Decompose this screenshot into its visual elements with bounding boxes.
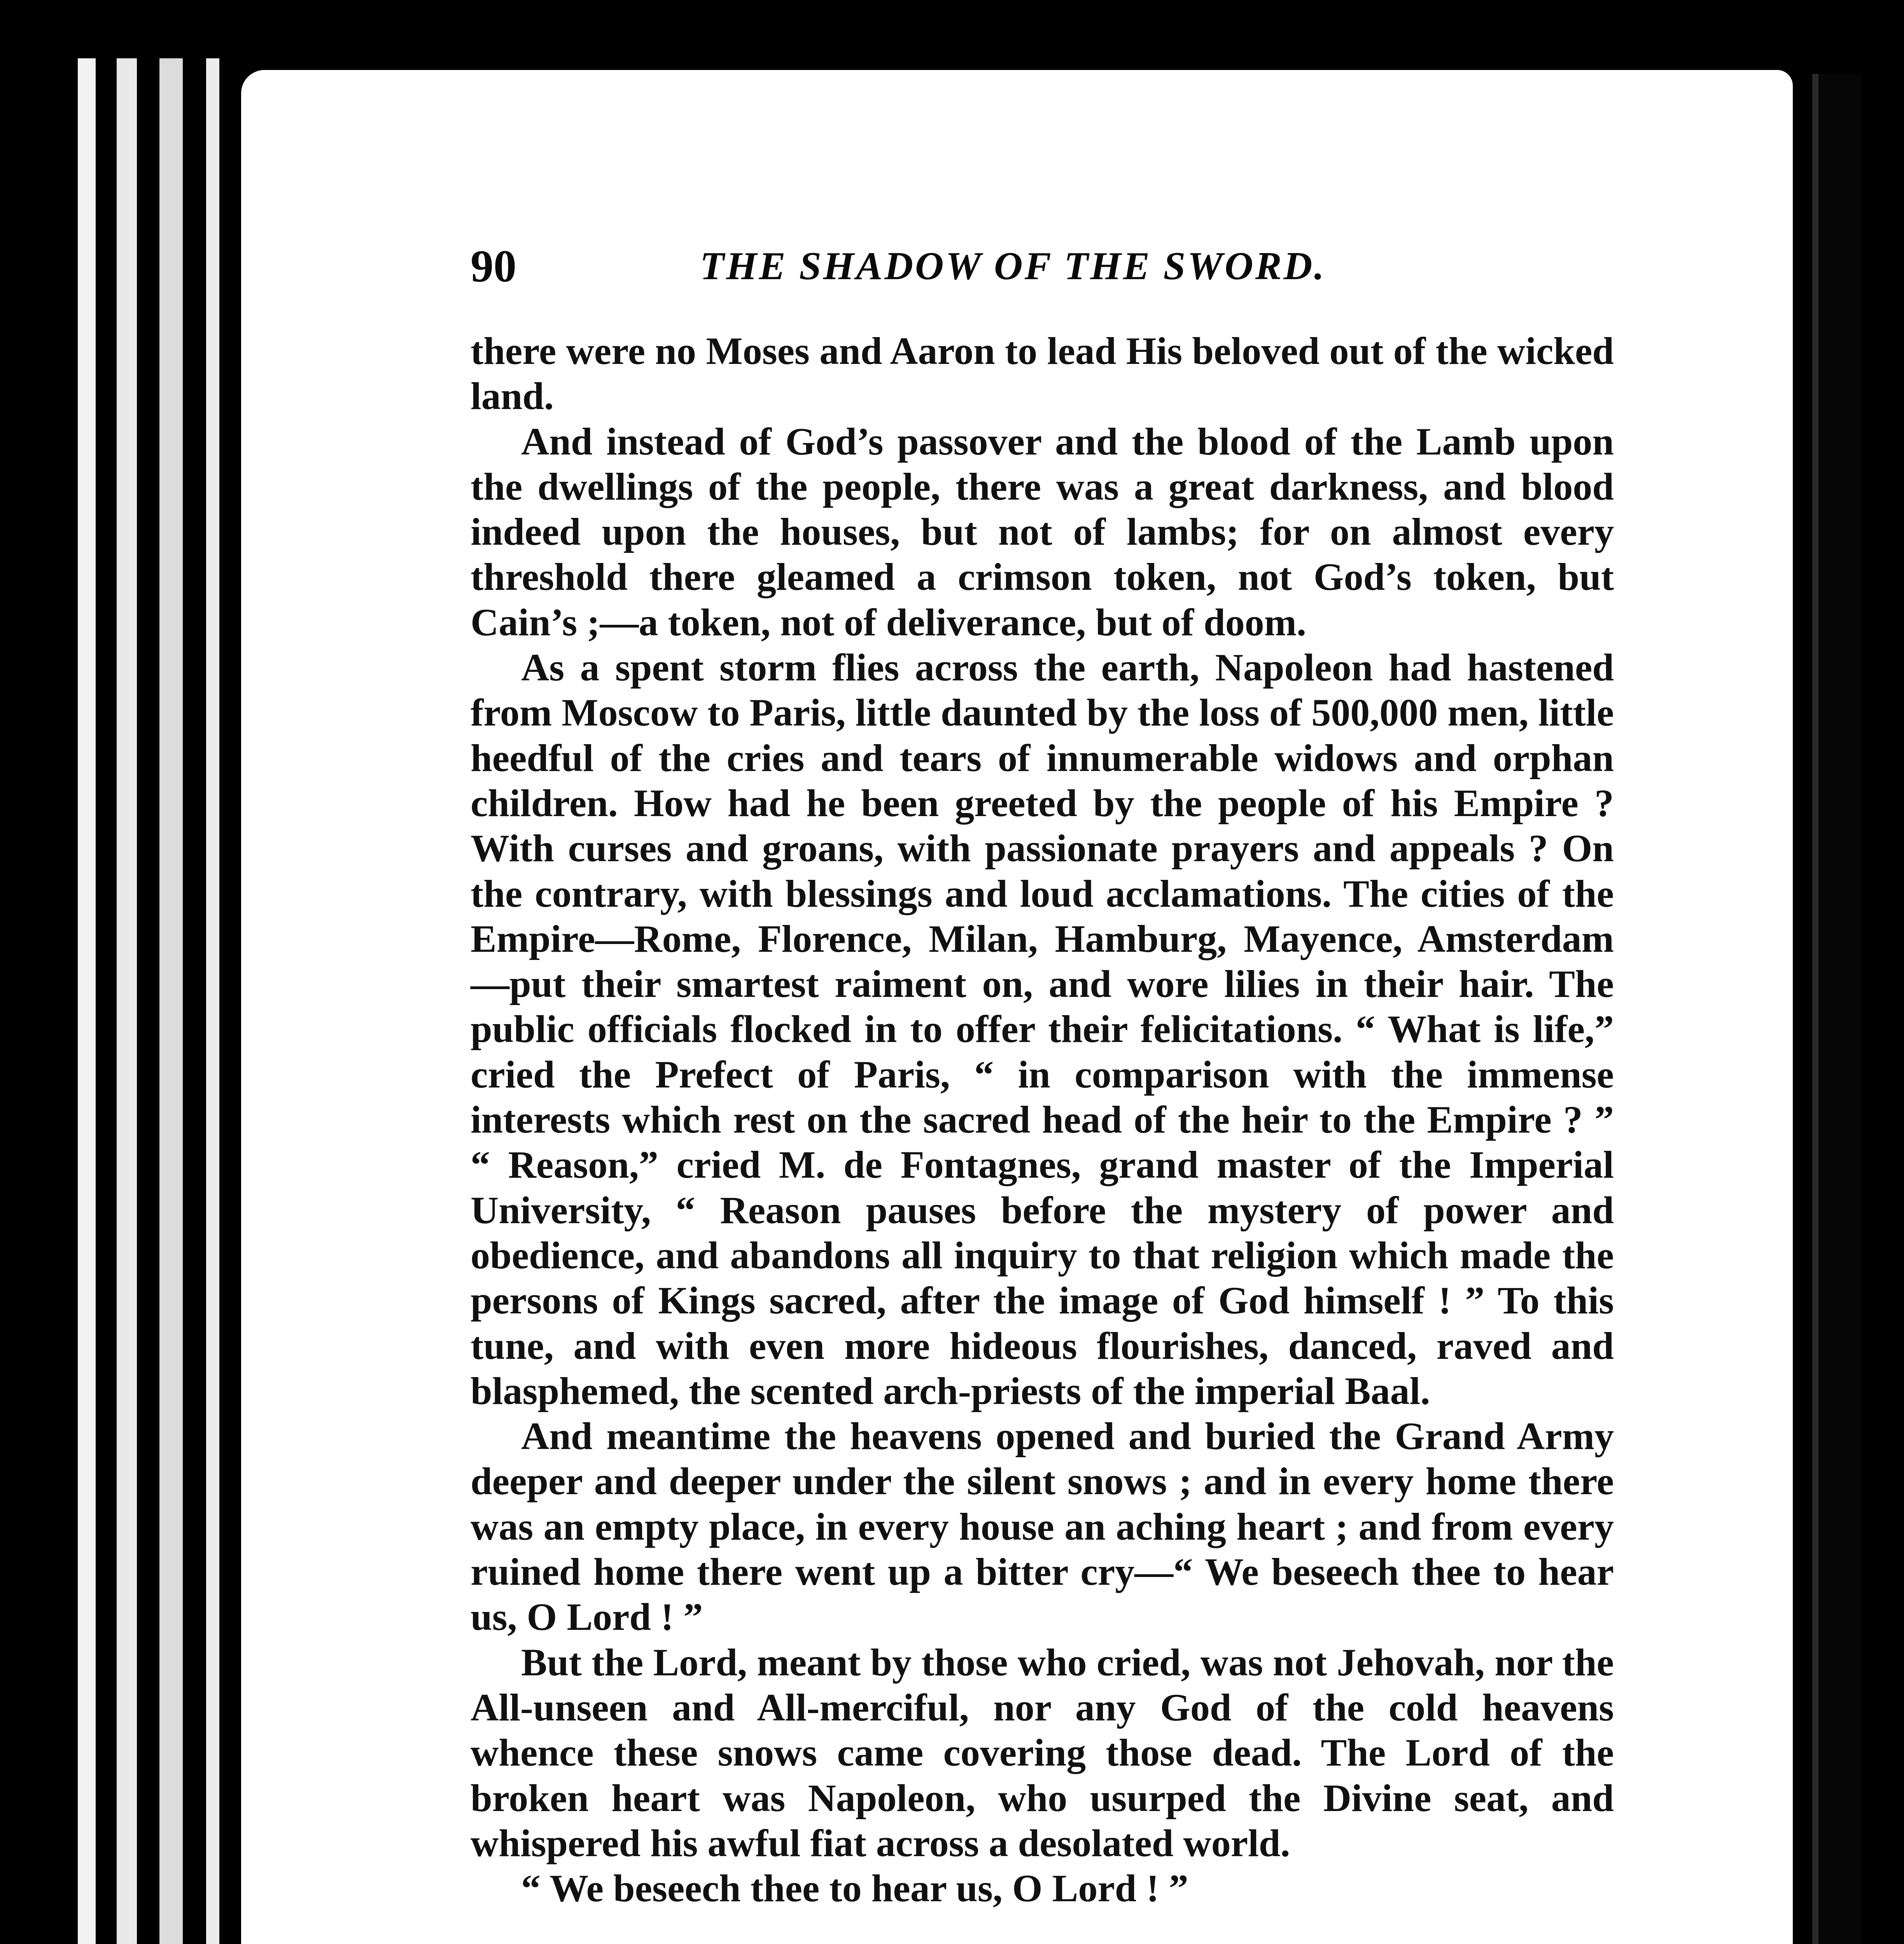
binding-strip [159, 58, 183, 1944]
binding-strip [117, 58, 137, 1944]
page-edge [1812, 74, 1861, 1944]
paragraph: there were no Moses and Aaron to lead His beloved out of the wicked land. [471, 329, 1614, 418]
paragraph: As a spent storm flies across the earth, Napoleon had hastened from Moscow to Paris, little daunted by the loss of 500,000 men, little heedful of the cries and tears of innumerable widows and orphan children. How had he been greeted by the people of his Empire ? With curses and groans, with passionate prayers and appeals ? On the contrary, with blessings and loud acclamations. The cities of the Empire—Rome, Florence, Milan, Hamburg, Mayence, Amsterdam—put their smartest raiment on, and wore lilies in their hair. The public officials flocked in to offer their felicitations. “ What is life,” cried the Prefect of Paris, “ in comparison with the immense interests which rest on the sacred head of the heir to the Empire ? ” “ Reason,” cried M. de Fontagnes, grand master of the Imperial University, “ Reason pauses before the mystery of power and obedience, and abandons all inquiry to that religion which made the persons of Kings sacred, after the image of God himself ! ” To this tune, and with even more hideous flourishes, danced, raved and blasphemed, the scented arch-priests of the imperial Baal. [471, 646, 1614, 1413]
page-header [471, 237, 1614, 295]
running-head: THE SHADOW OF THE SWORD. [700, 244, 1326, 288]
body-text [471, 329, 1614, 1911]
paragraph: “ We beseech thee to hear us, O Lord ! ” [521, 1867, 1188, 1910]
paragraph: And meantime the heavens opened and buried the Grand Army deeper and deeper under the silent snows ; and in every home there was an empty place, in every house an aching heart ; and from every ruined home there went up a bitter cry—“ We beseech thee to hear us, O Lord ! ” [471, 1414, 1614, 1639]
binding-strip [206, 58, 219, 1944]
paragraph: But the Lord, meant by those who cried, was not Jehovah, nor the All-unseen and All-merciful, nor any God of the cold heavens whence these snows came covering those dead. The Lord of the broken heart was Napoleon, who usurped the Divine seat, and whispered his awful fiat across a desolated world. [471, 1640, 1614, 1865]
paragraph: And instead of God’s passover and the blood of the Lamb upon the dwellings of the people, there was a great darkness, and blood indeed upon the houses, but not of lambs; for on almost every threshold there gleamed a crimson token, not God’s token, but Cain’s ;—a token, not of deliverance, but of doom. [471, 420, 1614, 644]
binding-strip [78, 58, 96, 1944]
page-number: 90 [471, 241, 516, 292]
